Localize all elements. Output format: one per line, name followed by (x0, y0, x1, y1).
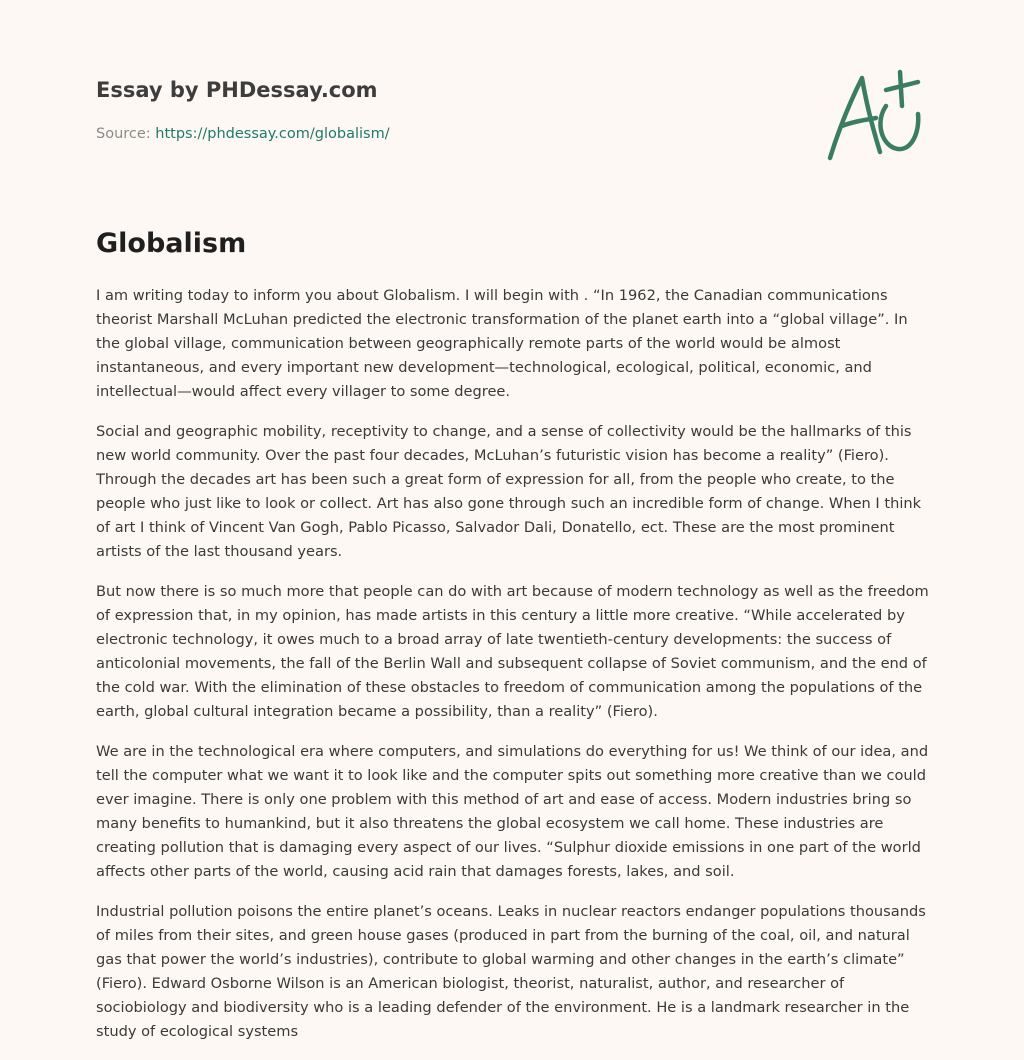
a-plus-grade-icon (822, 68, 926, 164)
essay-body (96, 284, 930, 1060)
essay-paragraph: We are in the technological era where computers, and simulations do everything for us! We think of our idea, and tell the computer what we want it to look like and the computer spits out something more creative than we could ever imagine. There is only one problem with this method of art and ease of access. Modern industries bring so many benefits to humankind, but it also threatens the global ecosystem we call home. These industries are creating pollution that is damaging every aspect of our lives. “Sulphur dioxide emissions in one part of the world affects other parts of the world, causing acid rain that damages forests, lakes, and soil. (96, 743, 929, 880)
source-line (96, 124, 390, 144)
source-link[interactable]: https://phdessay.com/globalism/ (155, 126, 390, 142)
document-title: Globalism (96, 228, 247, 259)
essay-paragraph: But now there is so much more that people can do with art because of modern technology as well as the freedom of expression that, in my opinion, has made artists in this century a little more creative. “While accelerated by electronic technology, it owes much to a broad array of late twentieth-century developments: the success of anticolonial movements, the fall of the Berlin Wall and subsequent collapse of Soviet communism, and the end of the cold war. With the elimination of these obstacles to freedom of communication among the populations of the earth, global cultural integration became a possibility, than a reality” (Fiero). (96, 583, 929, 720)
source-label: Source: (96, 126, 156, 142)
page-header (96, 76, 928, 176)
essay-paragraph: I am writing today to inform you about Globalism. I will begin with . “In 1962, the Canadian communications theorist Marshall McLuhan predicted the electronic transformation of the planet earth into a “global village”. In the global village, communication between geographically remote parts of the world would be almost instantaneous, and every important new development—technological, ecological, political, economic, and intellectual—would affect every villager to some degree. (96, 287, 908, 400)
essay-paragraph: Industrial pollution poisons the entire planet’s oceans. Leaks in nuclear reactors endanger populations thousands of miles from their sites, and green house gases (produced in part from the burning of the coal, oil, and natural gas that power the world’s industries), contribute to global warming and other changes in the earth’s climate” (Fiero). Edward Osborne Wilson is an American biologist, theorist, naturalist, author, and researcher of sociobiology and biodiversity who is a leading defender of the environment. He is a landmark researcher in the study of ecological systems (96, 903, 926, 1040)
site-title: Essay by PHDessay.com (96, 78, 378, 102)
essay-paragraph: Social and geographic mobility, receptivity to change, and a sense of collectivity would be the hallmarks of this new world community. Over the past four decades, McLuhan’s futuristic vision has become a reality” (Fiero). Through the decades art has been such a great form of expression for all, from the people who create, to the people who just like to look or collect. Art has also gone through such an incredible form of change. When I think of art I think of Vincent Van Gogh, Pablo Picasso, Salvador Dali, Donatello, ect. These are the most prominent artists of the last thousand years. (96, 423, 922, 560)
